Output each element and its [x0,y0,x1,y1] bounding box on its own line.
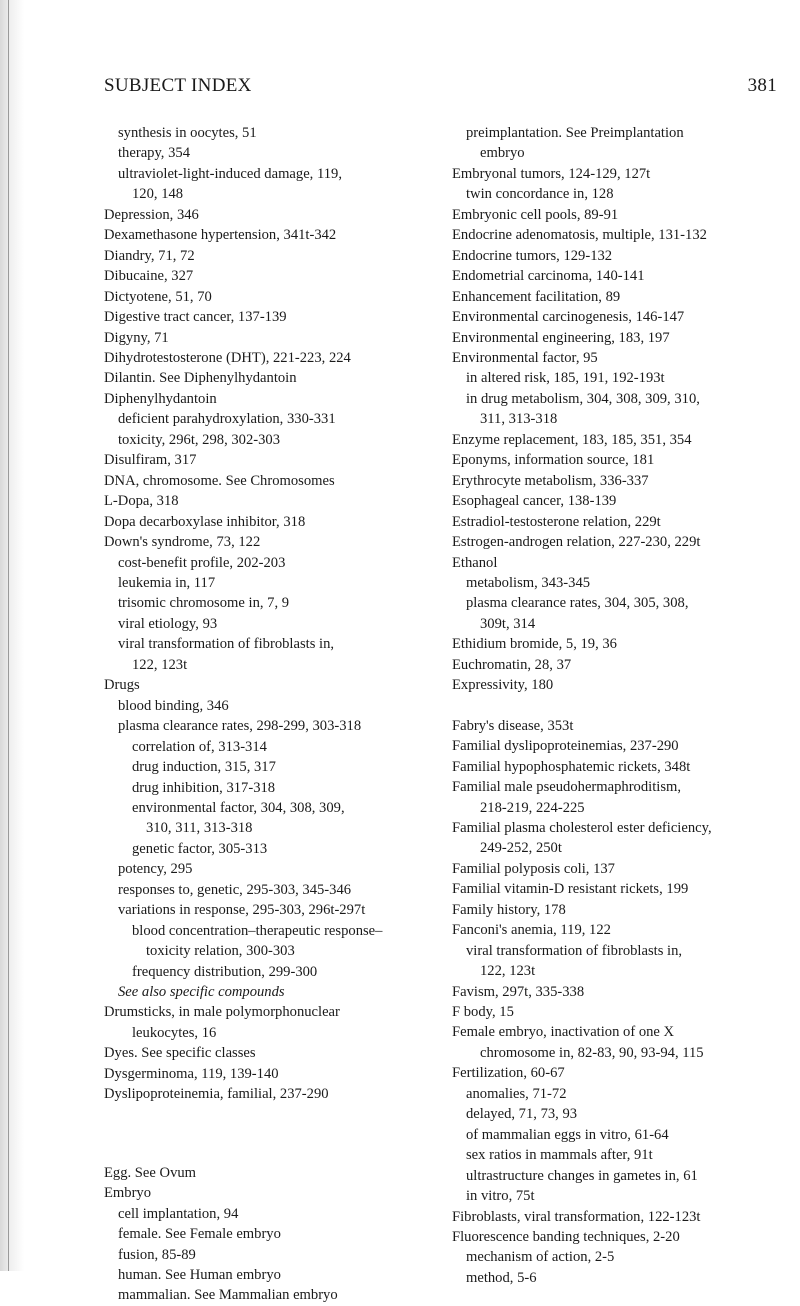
index-subentry: ultrastructure changes in gametes in, 61 [466,1167,698,1184]
index-entry: Digyny, 71 [104,329,169,346]
index-subentry: fusion, 85-89 [118,1246,196,1263]
index-subentry: blood concentration–therapeutic response– [132,922,383,939]
index-subentry: toxicity, 296t, 298, 302-303 [118,431,281,448]
index-entry: Familial plasma cholesterol ester deficiency, [452,819,712,836]
index-subentry: in drug metabolism, 304, 308, 309, 310, [466,390,700,407]
index-entry: Down's syndrome, 73, 122 [104,534,261,551]
index-subentry: blood binding, 346 [118,697,229,714]
index-subentry: genetic factor, 305-313 [132,840,268,857]
index-subentry: trisomic chromosome in, 7, 9 [118,595,290,612]
index-subentry: plasma clearance rates, 298-299, 303-318 [118,718,362,735]
index-subentry: variations in response, 295-303, 296t-297t [118,902,366,919]
index-subentry: mammalian. See Mammalian embryo [118,1287,338,1304]
index-subentry: deficient parahydroxylation, 330-331 [118,411,336,428]
index-subentry: in altered risk, 185, 191, 192-193t [466,370,665,387]
index-subentry: delayed, 71, 73, 93 [466,1106,578,1123]
index-subentry: correlation of, 313-314 [132,738,267,755]
index-entry: Environmental carcinogenesis, 146-147 [452,309,685,326]
index-subentry: potency, 295 [118,861,193,878]
index-column-left [104,123,439,1306]
index-entry: Family history, 178 [452,901,566,918]
index-subentry: therapy, 354 [118,145,190,162]
index-entry: Enhancement facilitation, 89 [452,288,621,305]
index-entry: Endometrial carcinoma, 140-141 [452,268,645,285]
index-entry: Familial polyposis coli, 137 [452,860,615,877]
index-entry: Fertilization, 60-67 [452,1065,565,1082]
index-subentry: drug induction, 315, 317 [132,759,276,776]
index-subentry: viral etiology, 93 [118,615,218,632]
index-entry: DNA, chromosome. See Chromosomes [104,472,335,489]
section-gap [452,696,792,716]
index-entry: Embryonal tumors, 124-129, 127t [452,165,651,182]
index-entry: Eponyms, information source, 181 [452,452,655,469]
page-number: 381 [747,75,777,96]
index-subentry: chromosome in, 82-83, 90, 93-94, 115 [480,1044,704,1061]
index-entry: Ethidium bromide, 5, 19, 36 [452,636,617,653]
index-entry: Dyes. See specific classes [104,1045,256,1062]
index-entry: Environmental factor, 95 [452,349,598,366]
index-subentry: embryo [480,145,525,162]
index-entry: Familial hypophosphatemic rickets, 348t [452,758,691,775]
index-entry: Favism, 297t, 335-338 [452,983,585,1000]
index-subentry: cost-benefit profile, 202-203 [118,554,286,571]
index-entry: Dictyotene, 51, 70 [104,288,212,305]
index-entry: Familial vitamin-D resistant rickets, 199 [452,881,689,898]
index-entry: Ethanol [452,554,498,571]
index-entry: Endocrine adenomatosis, multiple, 131-132 [452,227,707,244]
index-entry: Digestive tract cancer, 137-139 [104,309,287,326]
index-subentry: cell implantation, 94 [118,1205,239,1222]
index-entry: Familial dyslipoproteinemias, 237-290 [452,738,679,755]
index-entry: Erythrocyte metabolism, 336-337 [452,472,649,489]
index-entry: Estrogen-androgen relation, 227-230, 229t [452,534,701,551]
index-subentry: leukemia in, 117 [118,574,216,591]
index-entry: Depression, 346 [104,206,199,223]
running-head-title: SUBJECT INDEX [104,75,252,96]
index-entry: Environmental engineering, 183, 197 [452,329,670,346]
index-subentry: method, 5-6 [466,1269,537,1286]
index-subentry: human. See Human embryo [118,1267,281,1284]
index-entry: Fibroblasts, viral transformation, 122-123t [452,1208,701,1225]
book-spine-shadow [0,0,24,1271]
index-subentry: viral transformation of fibroblasts in, [466,942,683,959]
index-subentry: viral transformation of fibroblasts in, [118,636,335,653]
index-entry: Embryonic cell pools, 89-91 [452,206,619,223]
index-subentry: See also specific compounds [118,984,285,1001]
index-subentry: 122, 123t [480,963,536,980]
index-entry: Estradiol-testosterone relation, 229t [452,513,661,530]
index-entry: Disulfiram, 317 [104,452,197,469]
index-subentry: environmental factor, 304, 308, 309, [132,799,345,816]
index-subentry: 120, 148 [132,186,184,203]
index-subentry: leukocytes, 16 [132,1024,217,1041]
index-subentry: sex ratios in mammals after, 91t [466,1147,653,1164]
index-entry: Dilantin. See Diphenylhydantoin [104,370,297,387]
index-subentry: toxicity relation, 300-303 [146,943,295,960]
spine-edge-line [8,0,9,1271]
index-entry: Embryo [104,1185,152,1202]
index-entry: Female embryo, inactivation of one X [452,1024,675,1041]
index-subentry: ultraviolet-light-induced damage, 119, [118,165,342,182]
index-subentry: 309t, 314 [480,615,536,632]
index-subentry: synthesis in oocytes, 51 [118,125,257,141]
index-subentry: twin concordance in, 128 [466,186,614,203]
index-subentry: 249-252, 250t [480,840,562,857]
index-subentry: responses to, genetic, 295-303, 345-346 [118,881,352,898]
index-entry: Dysgerminoma, 119, 139-140 [104,1065,279,1082]
index-entry: Dibucaine, 327 [104,268,194,285]
index-subentry: female. See Female embryo [118,1226,281,1243]
index-entry: Fluorescence banding techniques, 2-20 [452,1229,680,1246]
index-entry: Drugs [104,677,140,694]
index-entry: Dopa decarboxylase inhibitor, 318 [104,513,306,530]
index-column-right [452,123,792,1288]
index-subentry: 311, 313-318 [480,411,558,428]
index-entry: Diandry, 71, 72 [104,247,195,264]
index-entry: Euchromatin, 28, 37 [452,656,572,673]
index-subentry: 122, 123t [132,656,188,673]
index-entry: Endocrine tumors, 129-132 [452,247,613,264]
index-subentry: preimplantation. See Preimplantation [466,125,684,141]
index-entry: F body, 15 [452,1004,514,1021]
index-subentry: drug inhibition, 317-318 [132,779,276,796]
index-entry: Esophageal cancer, 138-139 [452,493,617,510]
index-subentry: 310, 311, 313-318 [146,820,253,837]
index-subentry: metabolism, 343-345 [466,574,591,591]
index-subentry: plasma clearance rates, 304, 305, 308, [466,595,689,612]
index-entry: Diphenylhydantoin [104,390,217,407]
index-entry: Drumsticks, in male polymorphonuclear [104,1004,340,1021]
index-entry: Expressivity, 180 [452,677,554,694]
index-entry: Fanconi's anemia, 119, 122 [452,922,611,939]
index-subentry: mechanism of action, 2-5 [466,1249,615,1266]
index-subentry: of mammalian eggs in vitro, 61-64 [466,1126,669,1143]
index-subentry: anomalies, 71-72 [466,1085,567,1102]
index-entry: Egg. See Ovum [104,1164,197,1181]
index-subentry: in vitro, 75t [466,1188,535,1205]
index-entry: L-Dopa, 318 [104,493,179,510]
index-subentry: 218-219, 224-225 [480,799,585,816]
index-entry: Dyslipoproteinemia, familial, 237-290 [104,1086,329,1103]
index-entry: Dexamethasone hypertension, 341t-342 [104,227,337,244]
index-entry: Dihydrotestosterone (DHT), 221-223, 224 [104,349,351,366]
index-entry: Enzyme replacement, 183, 185, 351, 354 [452,431,692,448]
index-entry: Familial male pseudohermaphroditism, [452,779,681,796]
index-subentry: frequency distribution, 299-300 [132,963,318,980]
index-entry: Fabry's disease, 353t [452,717,574,734]
section-gap [104,1105,439,1163]
